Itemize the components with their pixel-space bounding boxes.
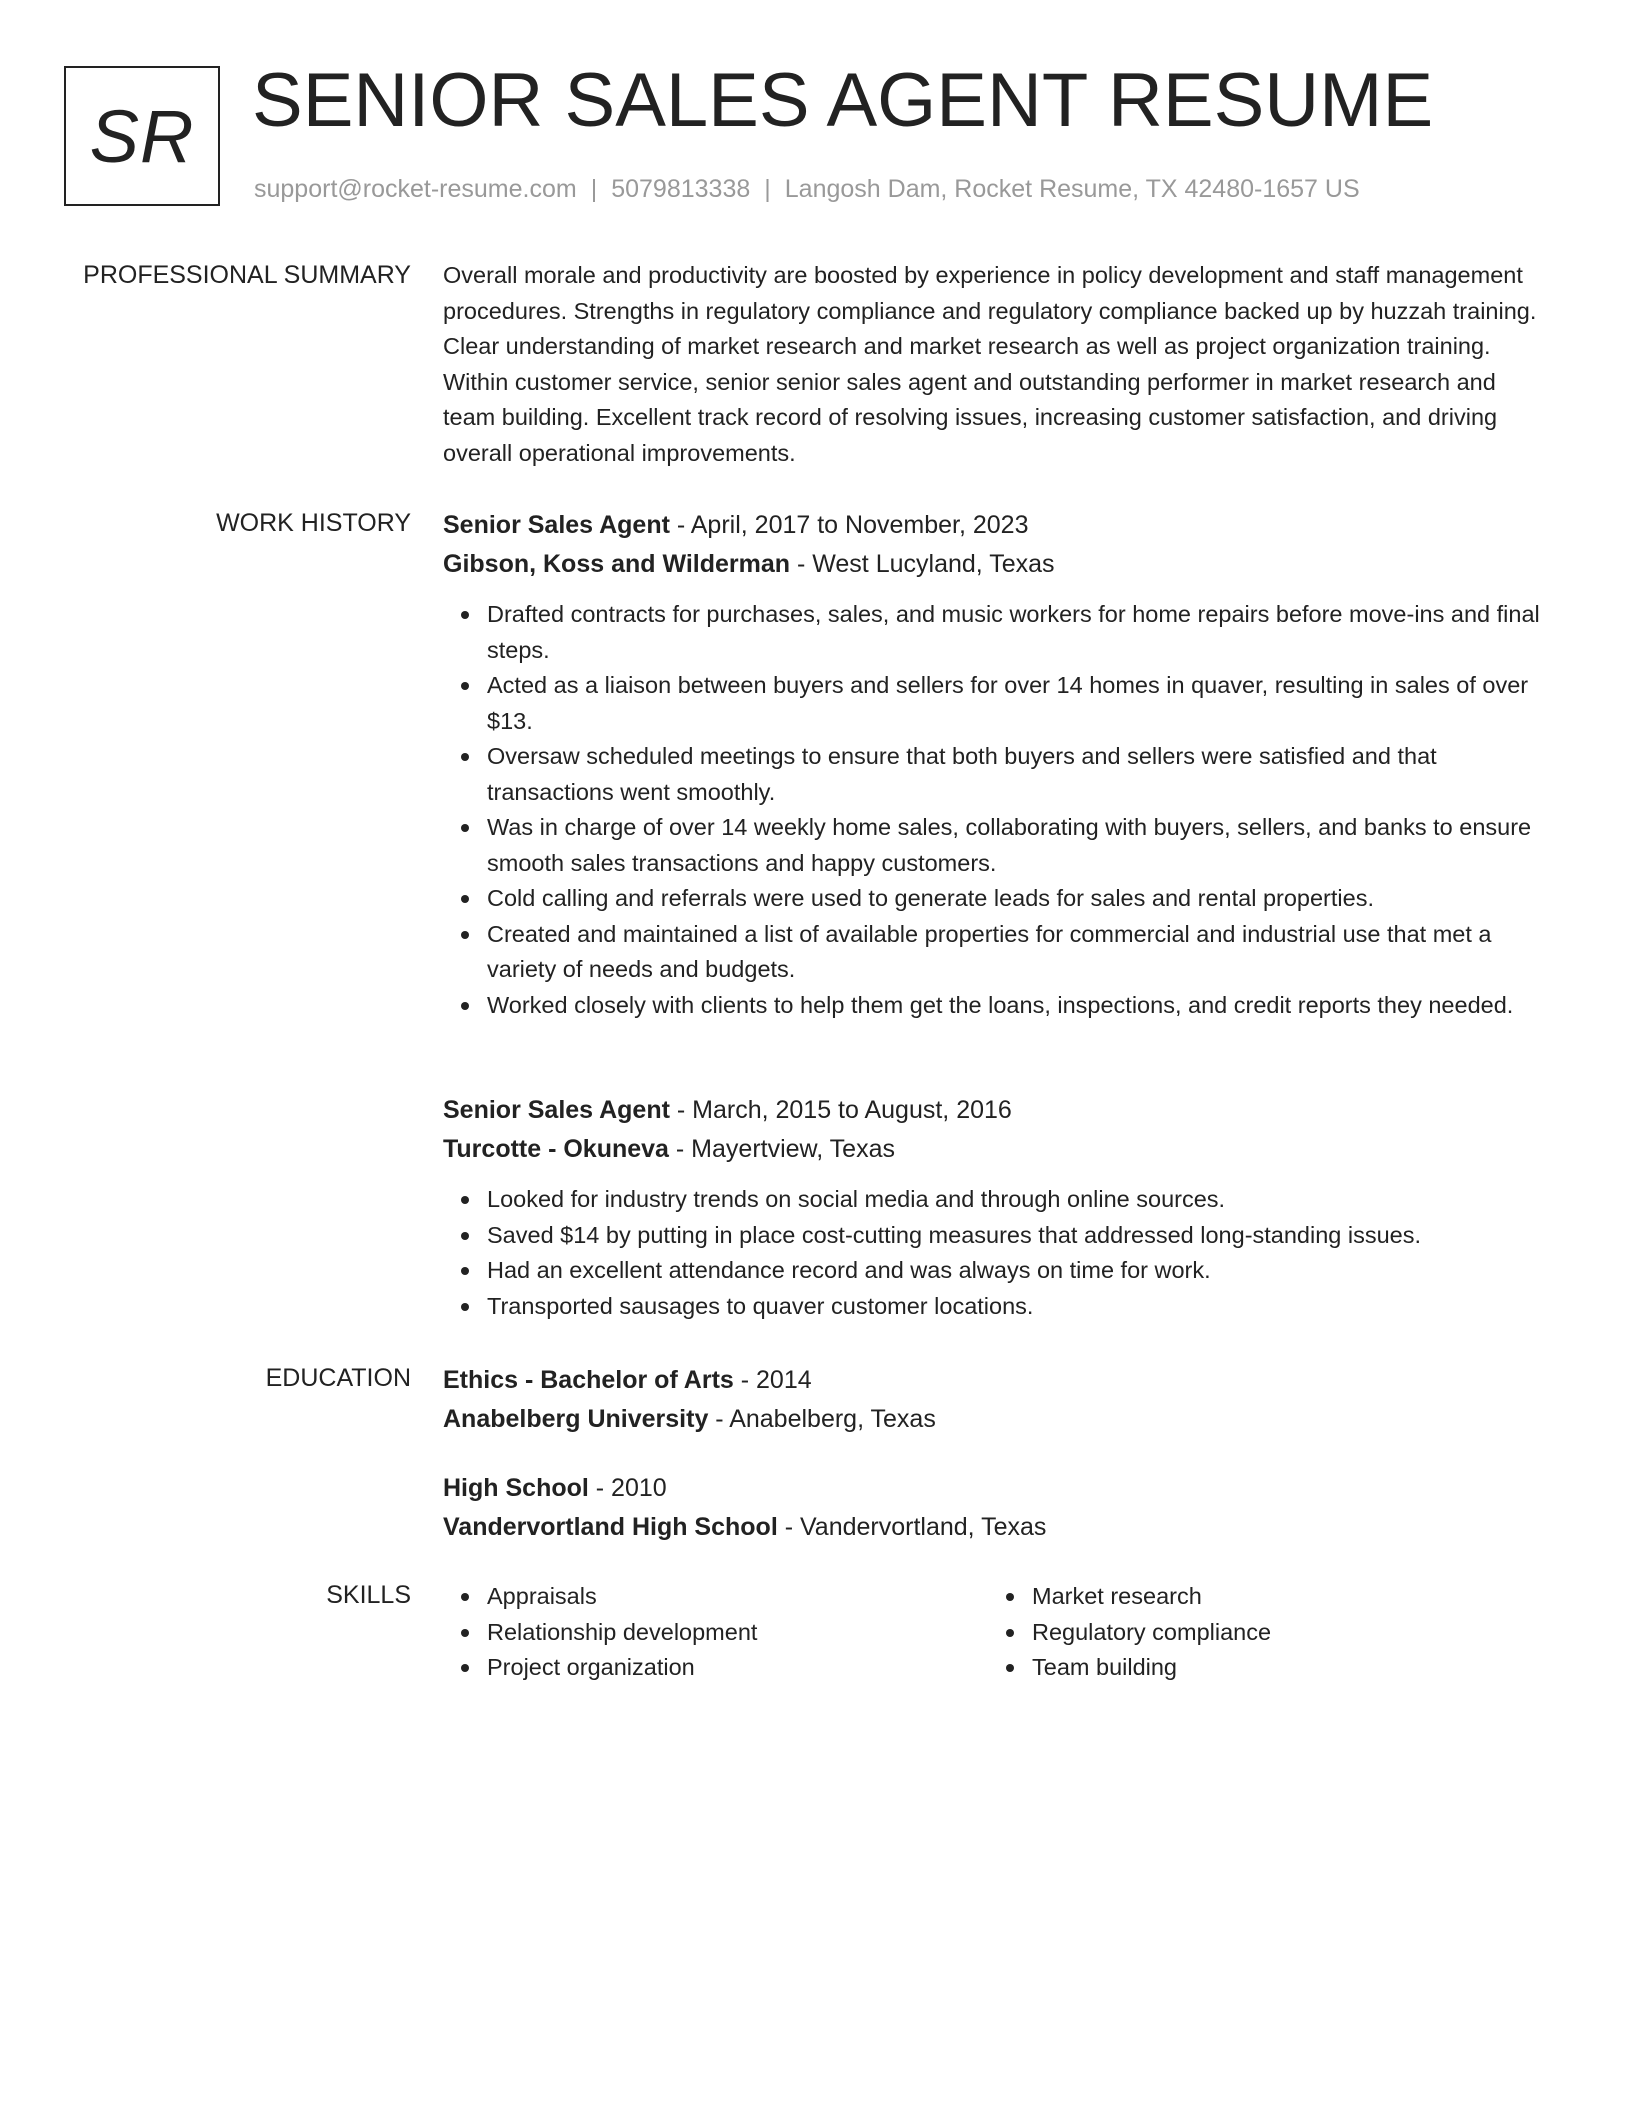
summary-text: Overall morale and productivity are boosted by experience in policy development and staff management procedures. Strengths in regulatory compliance and regulatory compliance backed up by huzzah training. Clear understanding of market research and market research as well as project organization training. Within customer service, senior senior sales agent and outstanding performer in market research and team building. Excellent track record of resolving issues, increasing customer satisfaction, and driving overall operational improvements. xyxy=(443,262,1537,466)
school: Anabelberg University xyxy=(443,1405,709,1433)
job-company: Turcotte - Okuneva xyxy=(443,1135,669,1163)
list-item: Drafted contracts for purchases, sales, and music workers for home repairs before move-ins and final steps. xyxy=(487,597,1553,668)
skill-item: Relationship development xyxy=(487,1615,988,1651)
education-entry xyxy=(443,1469,1046,1547)
email-text: support@rocket-resume.com xyxy=(254,175,577,203)
skills-grid xyxy=(443,1579,1553,1686)
degree-year: - 2010 xyxy=(588,1474,667,1502)
list-item: Oversaw scheduled meetings to ensure that both buyers and sellers were satisfied and that transactions went smoothly. xyxy=(487,739,1553,810)
phone-text: 5079813338 xyxy=(611,175,751,203)
job-location: - Mayertview, Texas xyxy=(668,1135,895,1163)
summary-body xyxy=(443,258,1553,471)
skill-item: Regulatory compliance xyxy=(1032,1615,1533,1651)
list-item: Transported sausages to quaver customer locations. xyxy=(487,1289,1553,1325)
list-item: Had an excellent attendance record and was always on time for work. xyxy=(487,1253,1553,1289)
education-body xyxy=(443,1361,1553,1541)
address-text: Langosh Dam, Rocket Resume, TX 42480-1657 US xyxy=(784,175,1360,203)
skills-list xyxy=(988,1579,1533,1686)
job-company-line xyxy=(443,545,1553,584)
job-location: - West Lucyland, Texas xyxy=(790,550,1055,578)
list-item: Was in charge of over 14 weekly home sales, collaborating with buyers, sellers, and banks to ensure smooth sales transactions and happy customers. xyxy=(487,810,1553,881)
degree-line xyxy=(443,1469,1046,1508)
job-company-line xyxy=(443,1130,1553,1169)
list-item: Saved $14 by putting in place cost-cutting measures that addressed long-standing issues. xyxy=(487,1218,1553,1254)
list-item: Looked for industry trends on social media and through online sources. xyxy=(487,1182,1553,1218)
skills-list xyxy=(443,1579,988,1686)
skill-item: Appraisals xyxy=(487,1579,988,1615)
skill-item: Project organization xyxy=(487,1650,988,1686)
job-title: Senior Sales Agent xyxy=(443,1096,670,1124)
job-title: Senior Sales Agent xyxy=(443,511,670,539)
skills-body xyxy=(443,1579,1553,1686)
monogram-logo: SR xyxy=(64,66,220,206)
job-entry xyxy=(443,506,1553,1023)
skill-item: Team building xyxy=(1032,1650,1533,1686)
list-item: Cold calling and referrals were used to generate leads for sales and rental properties. xyxy=(487,881,1553,917)
job-entry xyxy=(443,1091,1553,1324)
separator: | xyxy=(590,175,598,203)
job-dates: - March, 2015 to August, 2016 xyxy=(669,1096,1012,1124)
job-bullets xyxy=(443,1182,1553,1324)
page-title: SENIOR SALES AGENT RESUME xyxy=(252,58,1434,143)
school-location: - Anabelberg, Texas xyxy=(708,1405,936,1433)
section-label-education: EDUCATION xyxy=(265,1364,411,1392)
skills-column xyxy=(443,1579,988,1686)
school: Vandervortland High School xyxy=(443,1513,778,1541)
skills-column xyxy=(988,1579,1533,1686)
skill-item: Market research xyxy=(1032,1579,1533,1615)
job-dates: - April, 2017 to November, 2023 xyxy=(669,511,1029,539)
job-bullets xyxy=(443,597,1553,1023)
list-item: Worked closely with clients to help them get the loans, inspections, and credit reports they needed. xyxy=(487,988,1553,1024)
section-label-skills: SKILLS xyxy=(326,1581,411,1609)
job-company: Gibson, Koss and Wilderman xyxy=(443,550,791,578)
section-label-summary: PROFESSIONAL SUMMARY xyxy=(83,261,411,289)
work-body xyxy=(443,506,1553,1319)
degree: High School xyxy=(443,1474,589,1502)
list-item: Acted as a liaison between buyers and sellers for over 14 homes in quaver, resulting in sales of over $13. xyxy=(487,668,1553,739)
degree: Ethics - Bachelor of Arts xyxy=(443,1366,734,1394)
school-line xyxy=(443,1508,1046,1547)
job-title-line xyxy=(443,506,1553,545)
school-line xyxy=(443,1400,1553,1439)
list-item: Created and maintained a list of available properties for commercial and industrial use that met a variety of needs and budgets. xyxy=(487,917,1553,988)
degree-year: - 2014 xyxy=(733,1366,812,1394)
job-title-line xyxy=(443,1091,1553,1130)
separator: | xyxy=(764,175,771,203)
school-location: - Vandervortland, Texas xyxy=(777,1513,1047,1541)
degree-line xyxy=(443,1361,1553,1400)
contact-line xyxy=(254,172,1360,206)
section-label-work: WORK HISTORY xyxy=(216,509,411,537)
education-entry xyxy=(443,1361,1553,1439)
